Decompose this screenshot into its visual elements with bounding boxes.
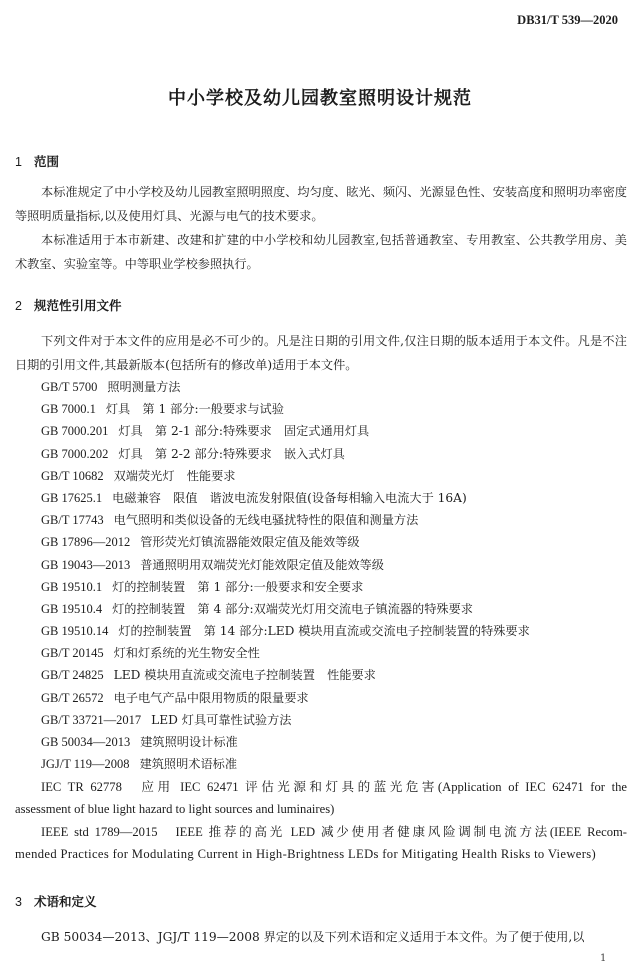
section-number: 1 xyxy=(15,155,22,169)
section-title: 规范性引用文件 xyxy=(34,298,122,313)
reference-item: GB/T 33721—2017 LED 灯具可靠性试验方法 xyxy=(41,712,292,727)
standard-code: DB31/T 539—2020 xyxy=(517,13,618,27)
document-title: 中小学校及幼儿园教室照明设计规范 xyxy=(168,88,472,109)
normative-intro-paragraph: 下列文件对于本文件的应用是必不可少的。凡是注日期的引用文件,仅注日期的版本适用于本文件。凡是不注日期的引用文件,其最新版本(包括所有的修改单)适用于本文件。 xyxy=(15,334,627,372)
reference-list xyxy=(15,376,627,865)
reference-item: GB/T 5700 照明测量方法 xyxy=(41,380,181,394)
reference-item: JGJ/T 119—2008 建筑照明术语标准 xyxy=(41,757,238,772)
terms-intro-paragraph: GB 50034—2013、JGJ/T 119—2008 界定的以及下列术语和定义适用于本文件。为了便于使用,以 xyxy=(41,930,585,944)
reference-item: GB 50034—2013 建筑照明设计标准 xyxy=(41,735,238,749)
reference-item: GB 17896—2012 管形荧光灯镇流器能效限定值及能效等级 xyxy=(41,535,360,550)
section-3-heading xyxy=(15,892,97,910)
reference-item: GB 19043—2013 普通照明用双端荧光灯能效限定值及能效等级 xyxy=(41,557,384,572)
section-number: 3 xyxy=(15,895,22,909)
reference-item: GB 7000.1 灯具 第 1 部分:一般要求与试验 xyxy=(41,402,284,417)
reference-item-long: IEC TR 62778 应用 IEC 62471 评估光源和灯具的蓝光危害(Application of IEC 62471 for the assessment of blue light hazard to light sources and luminaires) xyxy=(15,780,627,817)
reference-item: GB 19510.1 灯的控制装置 第 1 部分:一般要求和安全要求 xyxy=(41,579,364,594)
scope-text xyxy=(15,180,627,276)
scope-paragraph-2: 本标准适用于本市新建、改建和扩建的中小学校和幼儿园教室,包括普通教室、专用教室、公共教学用房、美术教室、实验室等。中等职业学校参照执行。 xyxy=(15,233,627,271)
reference-item-long: IEEE std 1789—2015 IEEE 推荐的高光 LED 减少使用者健康风险调制电流方法(IEEE Recom- mended Practices for Modulating Current in High-Brightness LEDs for Mitigating Health Risks to Viewers) xyxy=(15,825,627,862)
normative-intro xyxy=(15,329,627,377)
reference-item: GB/T 20145 灯和灯系统的光生物安全性 xyxy=(41,646,260,661)
reference-item: GB/T 24825 LED 模块用直流或交流电子控制装置 性能要求 xyxy=(41,668,376,683)
section-1-heading xyxy=(15,152,59,170)
reference-item: GB 7000.201 灯具 第 2-1 部分:特殊要求 固定式通用灯具 xyxy=(41,424,370,439)
section-number: 2 xyxy=(15,299,22,313)
reference-item: GB 19510.14 灯的控制装置 第 14 部分:LED 模块用直流或交流电子控制装置的特殊要求 xyxy=(41,624,530,639)
reference-item: GB/T 10682 双端荧光灯 性能要求 xyxy=(41,468,236,483)
reference-item: GB 17625.1 电磁兼容 限值 谐波电流发射限值(设备每相输入电流大于 16A) xyxy=(41,490,467,505)
reference-item: GB/T 17743 电气照明和类似设备的无线电骚扰特性的限值和测量方法 xyxy=(41,513,419,528)
reference-item: GB 7000.202 灯具 第 2-2 部分:特殊要求 嵌入式灯具 xyxy=(41,446,345,461)
section-title: 术语和定义 xyxy=(34,894,97,909)
terms-intro xyxy=(15,925,627,949)
section-title: 范围 xyxy=(34,154,60,169)
section-2-heading xyxy=(15,296,122,314)
scope-paragraph-1: 本标准规定了中小学校及幼儿园教室照明照度、均匀度、眩光、频闪、光源显色性、安装高度和照明功率密度等照明质量指标,以及使用灯具、光源与电气的技术要求。 xyxy=(15,185,627,223)
reference-item: GB/T 26572 电子电气产品中限用物质的限量要求 xyxy=(41,690,309,705)
reference-item: GB 19510.4 灯的控制装置 第 4 部分:双端荧光灯用交流电子镇流器的特殊要求 xyxy=(41,601,473,616)
corner-mark: 1 xyxy=(600,953,607,964)
